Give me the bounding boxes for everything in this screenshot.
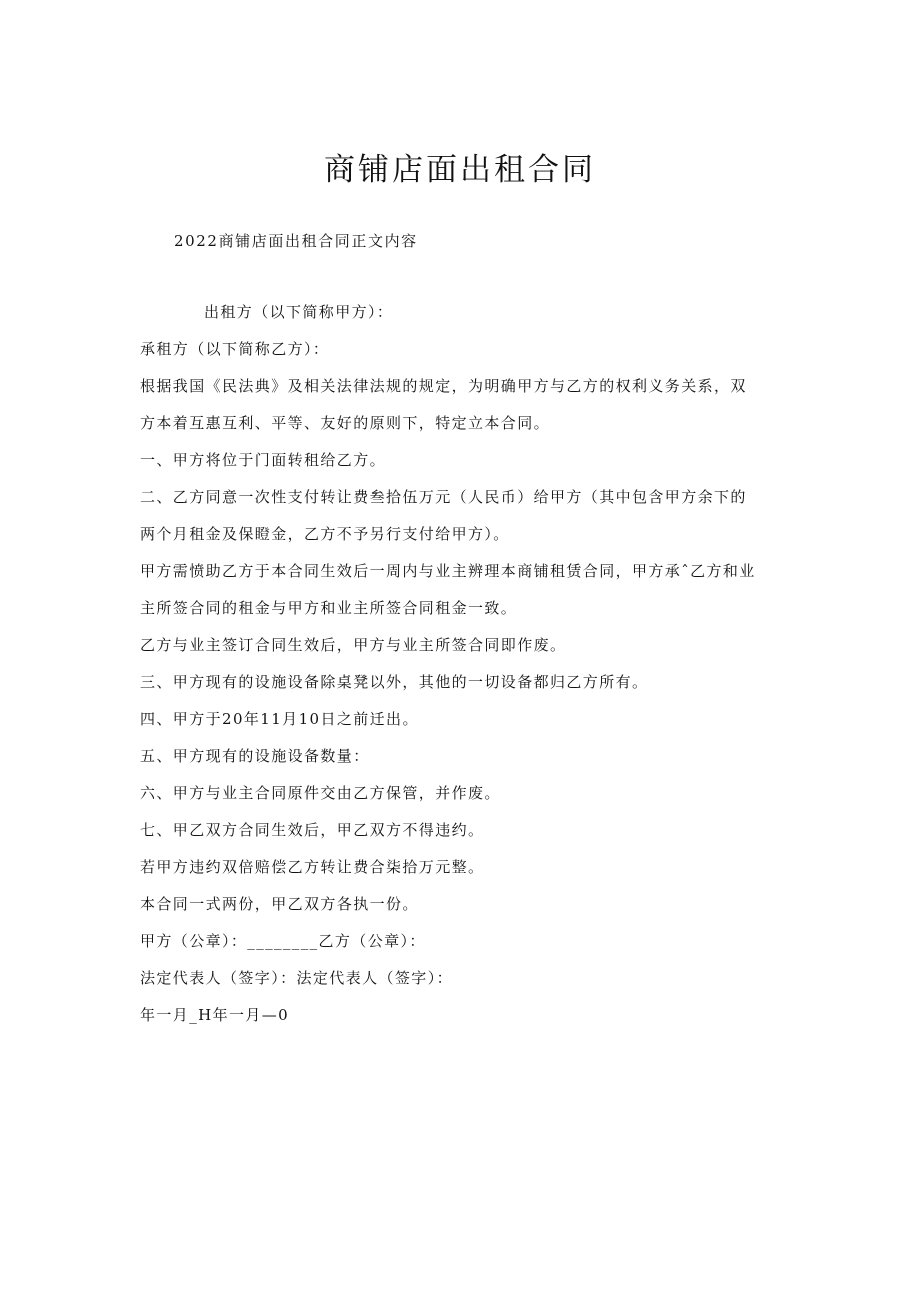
clause-7: 七、甲乙双方合同生效后，甲乙双方不得违约。 <box>140 821 485 839</box>
clause-5: 五、甲方现有的设施设备数量： <box>140 747 370 765</box>
void-line: 乙方与业主签订合同生效后，甲方与业主所签合同即作废。 <box>140 636 567 654</box>
assist-line-1: 甲方需愤助乙方于本合同生效后一周内与业主辨理本商铺租赁合同，甲方承ˆ乙方和业 <box>140 562 756 580</box>
clause-1: 一、甲方将位于门面转租给乙方。 <box>140 451 387 469</box>
clause-2-line-2: 两个月租金及保瞪金，乙方不予另行支付给甲方）。 <box>140 525 510 543</box>
seal-line: 甲方（公章）：________乙方（公章）： <box>140 932 426 950</box>
copies-line: 本合同一式两份，甲乙双方各执一份。 <box>140 895 419 913</box>
clause-3: 三、甲方现有的设施设备除桌凳以外，其他的一切设备都归乙方所有。 <box>140 673 649 691</box>
preamble-line-2: 方本着互惠互利、平等、友好的原则下，特定立本合同。 <box>140 414 551 432</box>
preamble-line-1: 根据我国《民法典》及相关法律法规的规定，为明确甲方与乙方的权利义务关系，双 <box>140 377 747 395</box>
lessor-line: 出租方（以下简称甲方）： <box>204 303 394 321</box>
clause-4: 四、甲方于20年11月10日之前迁出。 <box>140 710 419 728</box>
document-title: 商铺店面出租合同 <box>324 152 596 188</box>
lessee-line: 承租方（以下简称乙方）： <box>140 340 330 358</box>
contract-body <box>140 300 790 1040</box>
assist-line-2: 主所签合同的租金与甲方和业主所签合同租金一致。 <box>140 599 518 617</box>
clause-2-line-1: 二、乙方同意一次性支付转让费叁拾伍万元（人民币）给甲方（其中包含甲方余下的 <box>140 488 747 506</box>
document-subtitle: 2022商铺店面出租合同正文内容 <box>174 232 418 250</box>
clause-6: 六、甲方与业主合同原件交由乙方保管，并作废。 <box>140 784 501 802</box>
date-line: 年一月_H年一月—0 <box>140 1006 290 1024</box>
signature-line: 法定代表人（签字）：法定代表人（签字）： <box>140 969 454 987</box>
penalty-line: 若甲方违约双倍赔偿乙方转让费合柒拾万元整。 <box>140 858 485 876</box>
